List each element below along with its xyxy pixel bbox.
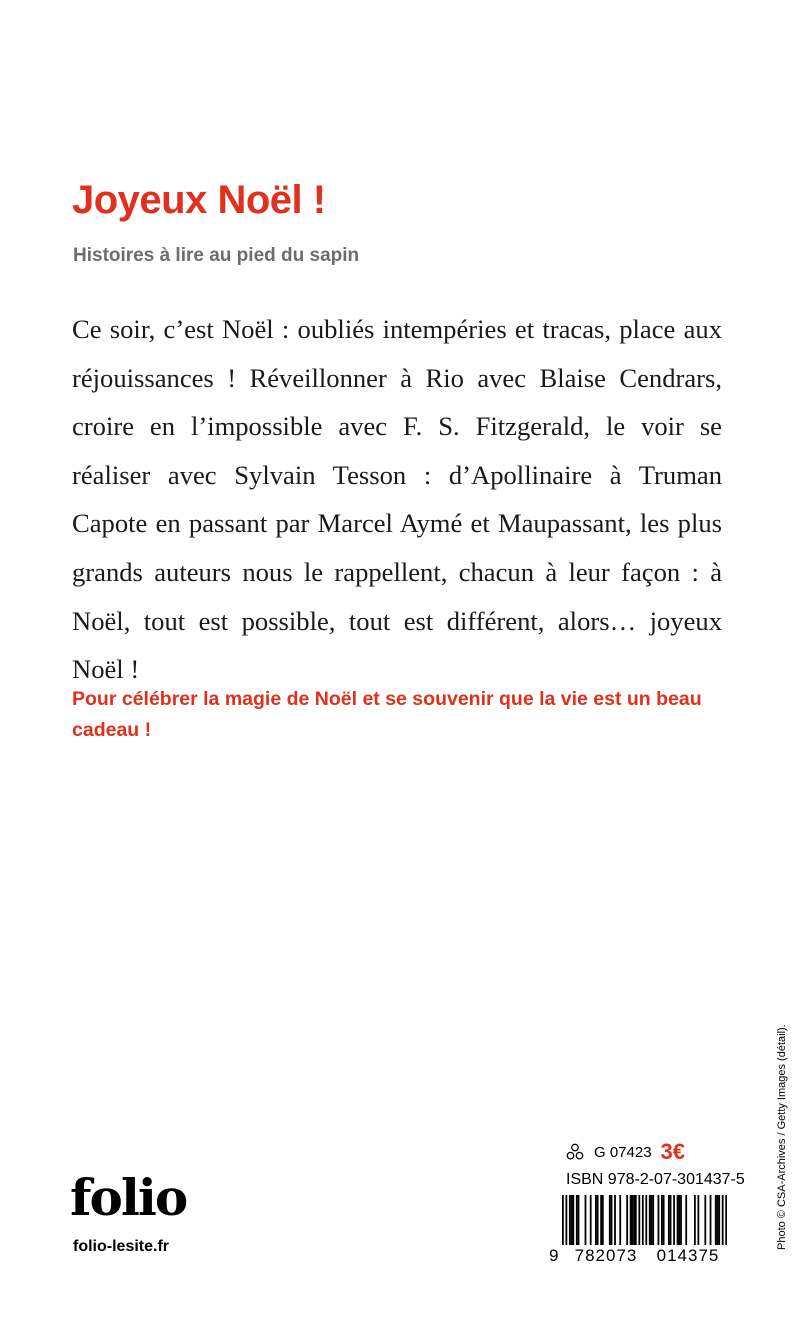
price-row	[566, 1137, 726, 1167]
blurb-text: Ce soir, c’est Noël : oubliés intempéries et tracas, place aux réjouissances ! Réveillonner à Rio avec Blaise Cendrars, croire en l’impossible avec F. S. Fitzgerald, le voir se réaliser avec Sylvain Tesson : d’Apollinaire à Truman Capote en passant par Marcel Aymé et Maupassant, les plus grands auteurs nous le rappellent, chacun à leur façon : à Noël, tout est possible, tout est différent, alors… joyeux Noël !	[72, 314, 722, 685]
barcode-bar-22	[638, 1195, 640, 1247]
book-title: Joyeux Noël !	[72, 178, 326, 222]
tagline: Pour célébrer la magie de Noël et se souvenir que la vie est un beau cadeau !	[72, 688, 702, 741]
barcode-bar-28	[658, 1195, 660, 1247]
barcode-bar-9	[595, 1195, 597, 1247]
publisher-website: folio-lesite.fr	[73, 1238, 170, 1255]
barcode-bar-41	[710, 1195, 712, 1247]
barcode-bar-12	[602, 1195, 604, 1247]
barcode-group-right: 014375	[649, 1245, 727, 1267]
barcode-bar-32	[670, 1195, 672, 1247]
barcode-bar-6	[578, 1195, 580, 1247]
price-code: G 07423	[594, 1143, 652, 1161]
photo-credit: Photo © CSA-Archives / Getty Images (détail).	[776, 1024, 788, 1250]
barcode-bar-7	[585, 1195, 587, 1247]
barcode-bar-18	[630, 1195, 632, 1247]
barcode-bar-37	[685, 1195, 687, 1247]
triple-circle-price-icon	[566, 1143, 584, 1161]
barcode-bar-35	[678, 1195, 680, 1247]
isbn: ISBN 978-2-07-301437-5	[566, 1171, 745, 1188]
barcode-bar-21	[635, 1195, 637, 1247]
barcode-first-digit: 9	[549, 1245, 562, 1267]
barcode-bar-15	[614, 1195, 616, 1247]
barcode-bar-26	[651, 1195, 653, 1247]
barcode-bar-8	[590, 1195, 592, 1247]
barcode-digits	[549, 1245, 727, 1267]
barcode-bar-27	[652, 1195, 654, 1247]
publisher-logo: folio	[70, 1168, 187, 1227]
barcode-bar-20	[633, 1195, 635, 1247]
barcode-bar-3	[571, 1195, 573, 1247]
barcode-bar-5	[576, 1195, 578, 1247]
barcode-bar-29	[661, 1195, 663, 1247]
barcode-bar-39	[697, 1195, 699, 1247]
barcode-bar-36	[680, 1195, 682, 1247]
barcode-bar-4	[572, 1195, 574, 1247]
barcode-bar-40	[704, 1195, 706, 1247]
price: 3€	[660, 1139, 686, 1164]
barcode-bar-10	[597, 1195, 599, 1247]
barcode-bar-11	[600, 1195, 602, 1247]
barcode-bar-43	[717, 1195, 719, 1247]
barcode-bar-33	[673, 1195, 675, 1247]
barcode-bar-25	[649, 1195, 651, 1247]
barcode-bar-42	[715, 1195, 717, 1247]
barcode-bar-31	[668, 1195, 670, 1247]
barcode-bar-30	[663, 1195, 665, 1247]
barcode-bar-17	[626, 1195, 628, 1247]
barcode-bar-2	[569, 1195, 571, 1247]
barcode-bar-14	[611, 1195, 613, 1247]
barcode-bar-13	[609, 1195, 611, 1247]
book-subtitle: Histoires à lire au pied du sapin	[73, 245, 360, 266]
barcode-group-left: 782073	[565, 1245, 647, 1267]
barcode-bar-38	[694, 1195, 696, 1247]
barcode-bar-34	[677, 1195, 679, 1247]
barcode-bar-19	[631, 1195, 633, 1247]
barcode-bar-44	[718, 1195, 720, 1247]
barcode-bar-16	[619, 1195, 621, 1247]
